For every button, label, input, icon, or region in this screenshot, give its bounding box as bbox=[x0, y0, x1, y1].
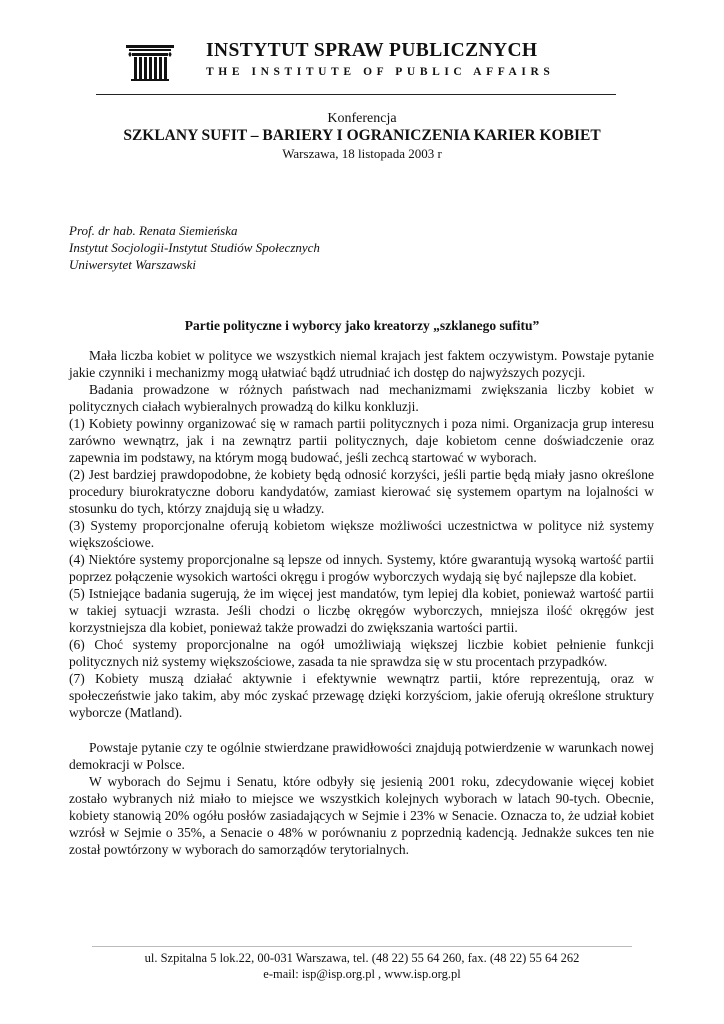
author-name: Prof. dr hab. Renata Siemieńska bbox=[69, 223, 238, 238]
conference-label: Konferencja bbox=[327, 111, 397, 126]
body-text bbox=[69, 347, 654, 858]
conclusion-item: (3) Systemy proporcjonalne oferują kobietom większe możliwości uczestnictwa w polityce niż systemy większościowe. bbox=[69, 518, 654, 550]
institute-name-en: THE INSTITUTE OF PUBLIC AFFAIRS bbox=[206, 66, 555, 78]
column-capital-logo-icon bbox=[126, 45, 174, 83]
conclusion-item: (5) Istniejące badania sugerują, że im więcej jest mandatów, tym lepiej dla kobiet, ponieważ wartość partii w takiej sytuacji wzrasta. Jeśli chodzi o liczbę okręgów wyborczych, mniejsza ilość okręgów jest korzystniejsza dla kobiet, ponieważ także prowadzi do zwiększania wartości partii. bbox=[69, 586, 654, 635]
footer-divider bbox=[92, 946, 632, 947]
footer-contact: e-mail: isp@isp.org.pl , www.isp.org.pl bbox=[263, 967, 461, 981]
author-university: Uniwersytet Warszawski bbox=[69, 257, 196, 272]
paragraph: Powstaje pytanie czy te ogólnie stwierdzane prawidłowości znajdują potwierdzenie w warunkach nowej demokracji w Polsce. bbox=[69, 740, 654, 772]
conference-date-place: Warszawa, 18 listopada 2003 r bbox=[282, 146, 442, 161]
conclusion-item: (1) Kobiety powinny organizować się w ramach partii politycznych i poza nimi. Organizacja grup interesu zarówno wewnątrz, jak i na zewnątrz partii politycznych, daje kobietom cenne doświadczenie oraz zapewnia im podstawy, na którym mogą budować, jeśli zechcą startować w wyborach. bbox=[69, 416, 654, 465]
paragraph: Mała liczba kobiet w polityce we wszystkich niemal krajach jest faktem oczywistym. Powstaje pytanie jakie czynniki i mechanizmy mogą ułatwiać bądź utrudniać ich dostęp do najwyższych pozycji. bbox=[69, 348, 654, 380]
conclusion-item: (6) Choć systemy proporcjonalne na ogół umożliwiają większej liczbie kobiet pełnienie funkcji politycznych niż systemy większościowe, zasada ta nie sprawdza się w stu procentach przypadków. bbox=[69, 637, 654, 669]
conclusion-item: (7) Kobiety muszą działać aktywnie i efektywnie wewnątrz partii, które reprezentują, oraz w społeczeństwie jako takim, aby móc zyskać przewagę dzięki korzyściom, jakie oferują określone struktury wyborcze (Matland). bbox=[69, 671, 654, 720]
paragraph: W wyborach do Sejmu i Senatu, które odbyły się jesienią 2001 roku, zdecydowanie więcej kobiet zostało wybranych niż miało to miejsce we wszystkich kolejnych wyborach w latach 90-tych. Obecnie, kobiety stanowią 20% ogółu posłów zasiadających w Sejmie i 23% w Senacie. Oznacza to, że udział kobiet wzrósł w Sejmie o 35%, a Senacie o 48% w porównaniu z poprzednią kadencją. Jednakże sukces ten nie został powtórzony w wyborach do samorządów terytorialnych. bbox=[69, 774, 654, 857]
paragraph: Badania prowadzone w różnych państwach nad mechanizmami zwiększania liczby kobiet w politycznych ciałach wybieralnych prowadzą do kilku konkluzji. bbox=[69, 382, 654, 414]
paper-title: Partie polityczne i wyborcy jako kreatorzy „szklanego sufitu” bbox=[184, 318, 540, 333]
conclusion-item: (2) Jest bardziej prawdopodobne, że kobiety będą odnosić korzyści, jeśli partie będą miały jasno określone procedury biurokratyczne doboru kandydatów, zamiast kierować się systemem opartym na lojalności w stosunku do tych, którzy znajdują się u władzy. bbox=[69, 467, 654, 516]
author-affiliation: Instytut Socjologii-Instytut Studiów Społecznych bbox=[69, 240, 320, 255]
conclusion-item: (4) Niektóre systemy proporcjonalne są lepsze od innych. Systemy, które gwarantują wysoką wartość partii poprzez połączenie wysokich wartości okręgu i progów wyborczych wydają się być najlepsze dla kobiet. bbox=[69, 552, 654, 584]
institute-name-pl: INSTYTUT SPRAW PUBLICZNYCH bbox=[206, 40, 538, 61]
footer-address: ul. Szpitalna 5 lok.22, 00-031 Warszawa, tel. (48 22) 55 64 260, fax. (48 22) 55 64 262 bbox=[144, 951, 580, 965]
letterhead bbox=[96, 40, 616, 96]
conference-title: SZKLANY SUFIT – BARIERY I OGRANICZENIA KARIER KOBIET bbox=[123, 127, 601, 144]
header-divider bbox=[96, 94, 616, 95]
paragraph-gap bbox=[69, 721, 654, 739]
author-block bbox=[69, 222, 320, 273]
